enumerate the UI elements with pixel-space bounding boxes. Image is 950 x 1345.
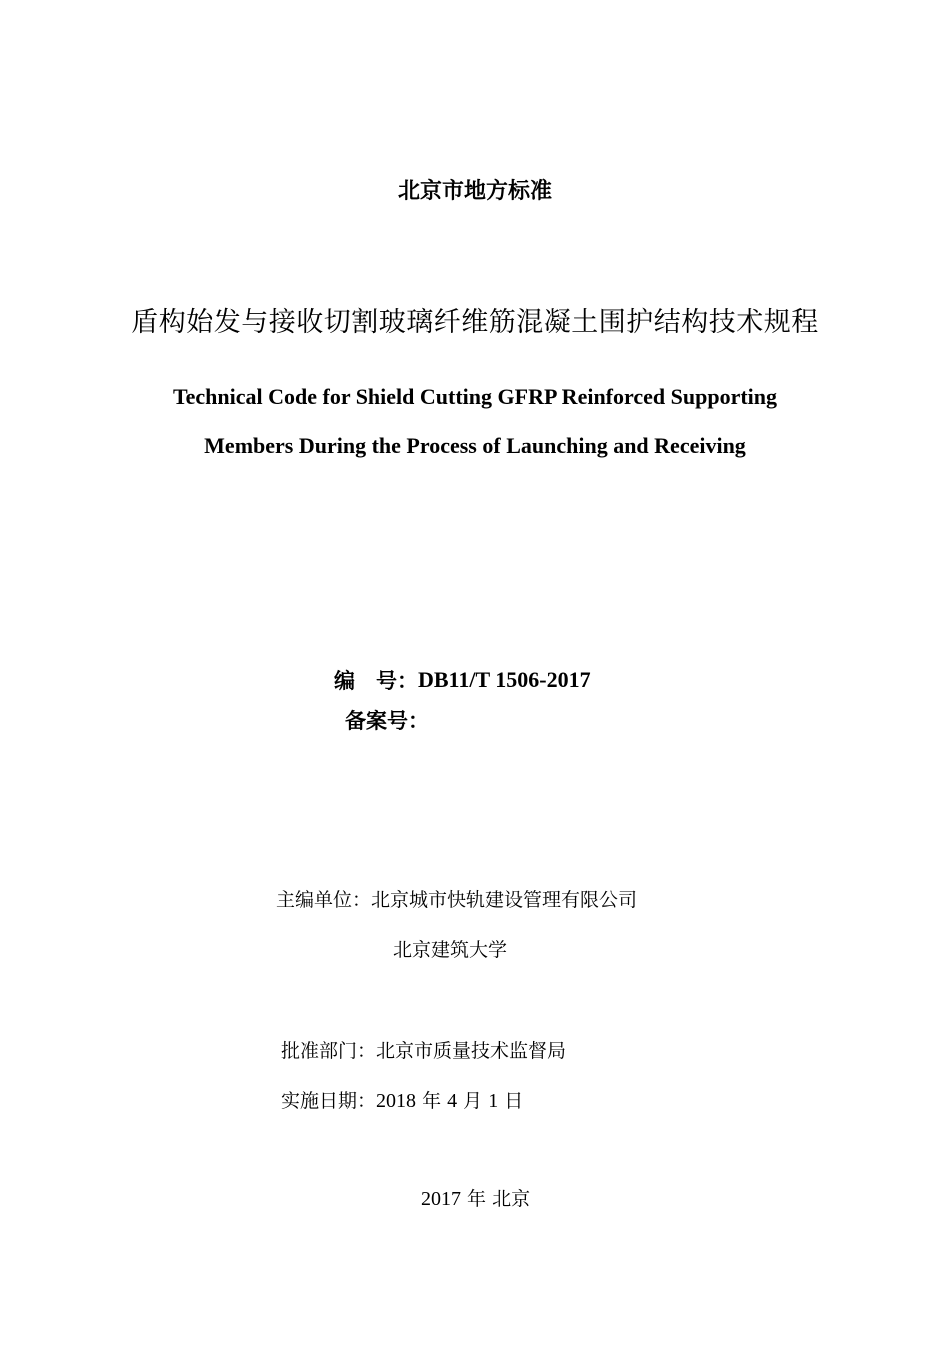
record-number-row [334,700,591,740]
implementation-label: 实施日期： [281,1090,377,1112]
approval-label: 批准部门： [281,1040,377,1062]
implementation-year-unit: 年 [422,1090,442,1112]
standard-number-label-text: 编 号 [334,669,397,693]
standard-number-separator: ： [397,669,418,693]
chief-editor-org-2-line [393,935,507,962]
title-english-line-1: Technical Code for Shield Cutting GFRP Reinforced Supporting [172,384,778,409]
implementation-month: 4 [447,1090,458,1112]
implementation-month-unit: 月 [463,1090,483,1112]
footer-year: 2017 [421,1188,461,1210]
footer-year-unit: 年 [467,1188,487,1210]
approval-value: 北京市质量技术监督局 [376,1040,567,1062]
standard-number-value: DB11/T 1506-2017 [418,667,591,692]
implementation-day: 1 [488,1090,499,1112]
implementation-date-line [281,1086,523,1113]
chief-editor-org-2: 北京建筑大学 [393,939,508,961]
footer-city: 北京 [492,1188,531,1210]
footer-line [421,1184,530,1211]
chief-editor-label: 主编单位： [276,889,372,911]
title-english-line-2: Members During the Process of Launching and Receiving [204,433,746,458]
chief-editor-org-1: 北京城市快轨建设管理有限公司 [371,889,638,911]
chief-editor-line [276,885,637,912]
issuer-heading: 北京市地方标准 [397,179,552,204]
approval-line [281,1036,566,1063]
title-chinese: 盾构始发与接收切割玻璃纤维筋混凝土围护结构技术规程 [131,307,819,338]
implementation-day-unit: 日 [504,1090,524,1112]
standard-number-block [334,660,591,740]
implementation-year: 2018 [376,1090,417,1112]
record-number-label: 备案号： [345,709,429,733]
standard-number-row [334,660,591,700]
standard-number-label [334,665,418,695]
